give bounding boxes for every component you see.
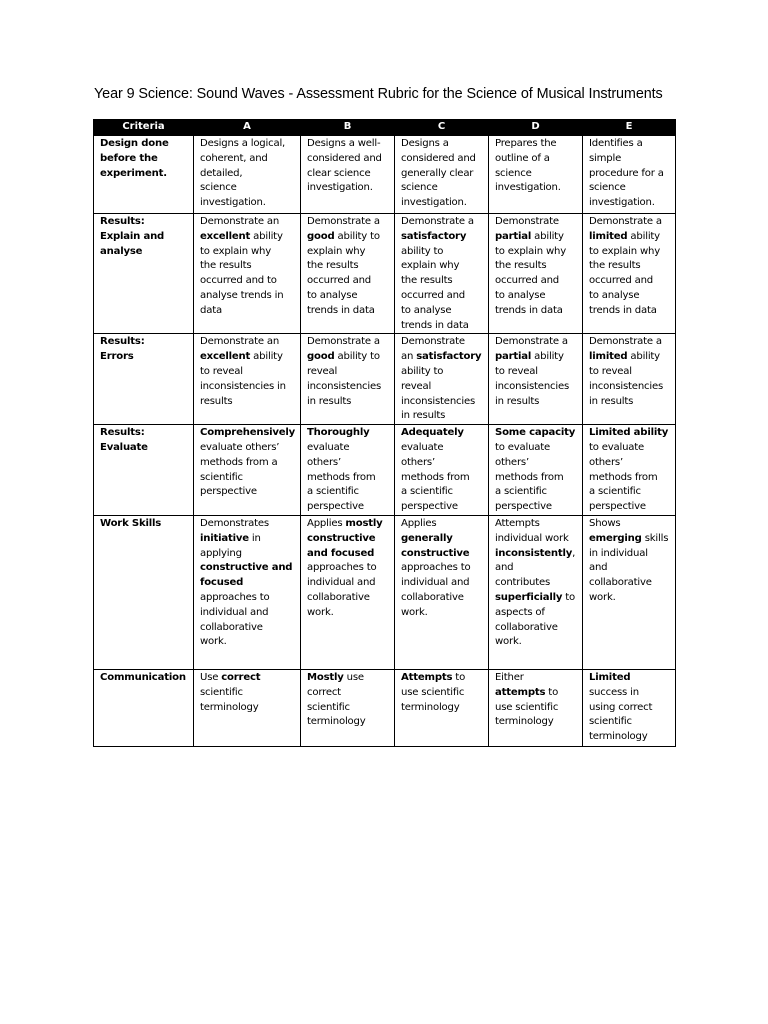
rubric-row bbox=[94, 425, 676, 516]
descriptor-line: analyse trends in bbox=[200, 289, 284, 301]
descriptor-line: methods from a bbox=[200, 456, 278, 468]
grade-c-cell bbox=[395, 334, 489, 425]
descriptor-line: Applies bbox=[401, 517, 437, 529]
descriptor-line: in results bbox=[401, 410, 446, 422]
descriptor-line: perspective bbox=[200, 486, 257, 498]
grade-c-cell bbox=[395, 214, 489, 334]
descriptor-line: to analyse bbox=[495, 289, 546, 301]
criteria-cell bbox=[94, 669, 194, 746]
grade-e-cell bbox=[583, 214, 676, 334]
descriptor-line bbox=[307, 547, 389, 562]
descriptor-line: in results bbox=[495, 395, 540, 407]
grade-d-cell bbox=[489, 425, 583, 516]
descriptor-line: attempts to bbox=[495, 686, 559, 698]
descriptor-line: in results bbox=[307, 395, 352, 407]
descriptor-line: in individual bbox=[589, 547, 648, 559]
emphasis-text: Attempts bbox=[401, 671, 453, 683]
emphasis-text: inconsistently bbox=[495, 547, 573, 559]
descriptor-line bbox=[200, 561, 295, 576]
descriptor-line: scientific bbox=[200, 471, 243, 483]
descriptor-line: good ability to bbox=[307, 230, 380, 242]
descriptor-line: trends in data bbox=[401, 319, 469, 331]
descriptor-line bbox=[401, 547, 483, 562]
descriptor-line: data bbox=[200, 304, 222, 316]
descriptor-line: explain why bbox=[307, 245, 366, 257]
rubric-row bbox=[94, 669, 676, 746]
header-grade-a: A bbox=[194, 120, 301, 136]
emphasis-text: good bbox=[307, 230, 335, 242]
descriptor-line: terminology bbox=[200, 701, 259, 713]
descriptor-line: coherent, and bbox=[200, 152, 268, 164]
descriptor-line: Demonstrates bbox=[200, 517, 269, 529]
grade-d-cell bbox=[489, 515, 583, 669]
descriptor-line: scientific bbox=[200, 686, 243, 698]
descriptor-line: Demonstrate an bbox=[200, 336, 280, 348]
descriptor-line: Demonstrate a bbox=[307, 336, 380, 348]
descriptor-line: excellent ability bbox=[200, 230, 283, 242]
descriptor-line: terminology bbox=[495, 716, 554, 728]
descriptor-line: methods from bbox=[589, 471, 658, 483]
criteria-label: Explain and bbox=[100, 230, 165, 242]
emphasis-text: limited bbox=[589, 351, 628, 363]
descriptor-line: the results bbox=[307, 260, 359, 272]
descriptor-line: terminology bbox=[401, 701, 460, 713]
descriptor-line: Demonstrate an bbox=[200, 216, 280, 227]
descriptor-line: scientific bbox=[589, 716, 632, 728]
rubric-row bbox=[94, 334, 676, 425]
descriptor-line: investigation. bbox=[307, 182, 373, 194]
header-row bbox=[94, 120, 676, 136]
descriptor-line: Attempts bbox=[495, 517, 540, 529]
descriptor-line: to explain why bbox=[495, 245, 566, 257]
emphasis-text: Limited ability bbox=[589, 427, 669, 439]
descriptor-line: collaborative bbox=[495, 621, 558, 633]
descriptor-line: a scientific bbox=[495, 486, 547, 498]
emphasis-text: attempts bbox=[495, 686, 546, 698]
descriptor-line: Demonstrate a bbox=[401, 216, 474, 227]
descriptor-line bbox=[401, 426, 483, 441]
descriptor-line bbox=[200, 426, 295, 441]
descriptor-line: science bbox=[495, 167, 532, 179]
descriptor-line: perspective bbox=[307, 501, 364, 513]
descriptor-line: to explain why bbox=[200, 245, 271, 257]
descriptor-line: ability to bbox=[401, 365, 444, 377]
grade-a-cell bbox=[194, 425, 301, 516]
document-title: Year 9 Science: Sound Waves - Assessment Rubric for the Science of Musical Instruments bbox=[94, 86, 663, 102]
descriptor-line: to reveal bbox=[495, 365, 538, 377]
rubric-row bbox=[94, 214, 676, 334]
descriptor-line: partial ability bbox=[495, 351, 564, 363]
header-grade-c: C bbox=[395, 120, 489, 136]
grade-d-cell bbox=[489, 334, 583, 425]
descriptor-line: initiative in bbox=[200, 532, 261, 544]
emphasis-text: Some capacity bbox=[495, 427, 576, 439]
descriptor-line: considered and bbox=[401, 152, 476, 164]
descriptor-line: a scientific bbox=[589, 486, 641, 498]
descriptor-line: to analyse bbox=[401, 304, 452, 316]
descriptor-line: Applies mostly bbox=[307, 517, 383, 529]
descriptor-line: work. bbox=[495, 636, 522, 648]
descriptor-line: Attempts to bbox=[401, 671, 466, 683]
header-grade-e: E bbox=[583, 120, 676, 136]
descriptor-line: occurred and bbox=[307, 275, 371, 287]
descriptor-line bbox=[401, 230, 483, 245]
header-criteria: Criteria bbox=[94, 120, 194, 136]
criteria-cell bbox=[94, 515, 194, 669]
descriptor-line: Demonstrate a bbox=[589, 336, 662, 348]
descriptor-line: methods from bbox=[307, 471, 376, 483]
grade-d-cell bbox=[489, 136, 583, 214]
descriptor-line: Demonstrate bbox=[401, 336, 465, 348]
descriptor-line: aspects of bbox=[495, 606, 545, 618]
descriptor-line: Use correct bbox=[200, 671, 261, 683]
criteria-cell bbox=[94, 425, 194, 516]
descriptor-line: the results bbox=[200, 260, 252, 272]
grade-e-cell bbox=[583, 136, 676, 214]
descriptor-line bbox=[589, 426, 670, 441]
descriptor-line bbox=[307, 426, 389, 441]
descriptor-line: collaborative bbox=[307, 591, 370, 603]
emphasis-text: Adequately bbox=[401, 427, 464, 439]
descriptor-line: inconsistencies bbox=[495, 380, 570, 392]
descriptor-line: occurred and bbox=[401, 289, 465, 301]
descriptor-line: limited ability bbox=[589, 351, 660, 363]
descriptor-line: individual and bbox=[200, 606, 269, 618]
grade-b-cell bbox=[301, 515, 395, 669]
grade-e-cell bbox=[583, 515, 676, 669]
emphasis-text: constructive bbox=[401, 547, 470, 559]
descriptor-line: others’ bbox=[495, 456, 529, 468]
descriptor-line: others’ bbox=[307, 456, 341, 468]
criteria-label: Work Skills bbox=[100, 517, 162, 529]
descriptor-line: Designs a logical, bbox=[200, 138, 286, 149]
grade-e-cell bbox=[583, 425, 676, 516]
criteria-cell bbox=[94, 214, 194, 334]
descriptor-line: explain why bbox=[401, 260, 460, 272]
descriptor-line: Prepares the bbox=[495, 138, 557, 149]
descriptor-line: work. bbox=[307, 606, 334, 618]
emphasis-text: constructive bbox=[307, 532, 376, 544]
descriptor-line: outline of a bbox=[495, 152, 550, 164]
descriptor-line: limited ability bbox=[589, 230, 660, 242]
descriptor-line: collaborative bbox=[200, 621, 263, 633]
descriptor-line: results bbox=[200, 395, 233, 407]
descriptor-line: trends in data bbox=[495, 304, 563, 316]
criteria-cell bbox=[94, 334, 194, 425]
descriptor-line: terminology bbox=[307, 716, 366, 728]
descriptor-line: use scientific bbox=[495, 701, 559, 713]
emphasis-text: satisfactory bbox=[401, 230, 467, 242]
descriptor-line: to explain why bbox=[589, 245, 660, 257]
emphasis-text: emerging bbox=[589, 532, 642, 544]
descriptor-line: Demonstrate a bbox=[307, 216, 380, 227]
descriptor-line: work. bbox=[589, 591, 616, 603]
grade-b-cell bbox=[301, 334, 395, 425]
descriptor-line: inconsistencies bbox=[307, 380, 382, 392]
descriptor-line: reveal bbox=[401, 380, 432, 392]
descriptor-line: approaches to bbox=[200, 591, 270, 603]
descriptor-line: the results bbox=[589, 260, 641, 272]
descriptor-line: to evaluate bbox=[495, 441, 551, 453]
descriptor-line: detailed, bbox=[200, 167, 243, 179]
descriptor-line: using correct bbox=[589, 701, 653, 713]
emphasis-text: partial bbox=[495, 351, 532, 363]
criteria-label: Results: bbox=[100, 427, 145, 439]
emphasis-text: initiative bbox=[200, 532, 249, 544]
emphasis-text: Mostly bbox=[307, 671, 344, 683]
descriptor-line bbox=[495, 426, 577, 441]
descriptor-line: emerging skills bbox=[589, 532, 669, 544]
descriptor-line: work. bbox=[401, 606, 428, 618]
grade-e-cell bbox=[583, 669, 676, 746]
descriptor-line: investigation. bbox=[589, 197, 655, 209]
descriptor-line: and bbox=[589, 562, 608, 574]
descriptor-line: investigation. bbox=[401, 197, 467, 209]
descriptor-line: science bbox=[401, 182, 438, 194]
descriptor-line: clear science bbox=[307, 167, 371, 179]
descriptor-line: collaborative bbox=[589, 577, 652, 589]
descriptor-line: Shows bbox=[589, 517, 621, 529]
rubric-row bbox=[94, 136, 676, 214]
descriptor-line: Demonstrate bbox=[495, 216, 559, 227]
descriptor-line: trends in data bbox=[307, 304, 375, 316]
descriptor-line: science bbox=[589, 182, 626, 194]
grade-d-cell bbox=[489, 669, 583, 746]
criteria-label: Errors bbox=[100, 351, 134, 363]
descriptor-line: to evaluate bbox=[589, 441, 645, 453]
descriptor-line: the results bbox=[401, 275, 453, 287]
descriptor-line: perspective bbox=[401, 501, 458, 513]
emphasis-text: limited bbox=[589, 230, 628, 242]
descriptor-line: inconsistencies in bbox=[200, 380, 286, 392]
descriptor-line: approaches to bbox=[401, 562, 471, 574]
descriptor-line: and bbox=[495, 562, 514, 574]
descriptor-line: inconsistencies bbox=[589, 380, 664, 392]
descriptor-line: to analyse bbox=[589, 289, 640, 301]
descriptor-line: terminology bbox=[589, 731, 648, 743]
descriptor-line: in results bbox=[589, 395, 634, 407]
descriptor-line: trends in data bbox=[589, 304, 657, 316]
header-grade-b: B bbox=[301, 120, 395, 136]
descriptor-line: others’ bbox=[589, 456, 623, 468]
descriptor-line: Mostly use bbox=[307, 671, 364, 683]
descriptor-line: inconsistently, bbox=[495, 547, 576, 559]
grade-a-cell bbox=[194, 515, 301, 669]
descriptor-line: simple bbox=[589, 152, 622, 164]
descriptor-line: individual and bbox=[401, 577, 470, 589]
descriptor-line: to reveal bbox=[200, 365, 243, 377]
emphasis-text: excellent bbox=[200, 230, 251, 242]
descriptor-line: partial ability bbox=[495, 230, 564, 242]
descriptor-line bbox=[200, 576, 295, 591]
grade-c-cell bbox=[395, 136, 489, 214]
descriptor-line bbox=[307, 532, 389, 547]
descriptor-line: ability to bbox=[401, 245, 444, 257]
descriptor-line: methods from bbox=[401, 471, 470, 483]
descriptor-line: success in bbox=[589, 686, 639, 698]
descriptor-line: others’ bbox=[401, 456, 435, 468]
emphasis-text: correct bbox=[221, 671, 261, 683]
grade-a-cell bbox=[194, 669, 301, 746]
header-grade-d: D bbox=[489, 120, 583, 136]
descriptor-line: individual and bbox=[307, 577, 376, 589]
grade-b-cell bbox=[301, 136, 395, 214]
descriptor-line: correct bbox=[307, 686, 341, 698]
descriptor-line: occurred and bbox=[589, 275, 653, 287]
emphasis-text: focused bbox=[200, 577, 244, 589]
descriptor-line: applying bbox=[200, 547, 242, 559]
descriptor-line: superficially to bbox=[495, 591, 575, 603]
descriptor-line: scientific bbox=[307, 701, 350, 713]
grade-b-cell bbox=[301, 425, 395, 516]
descriptor-line: science bbox=[200, 182, 237, 194]
emphasis-text: and focused bbox=[307, 547, 375, 559]
criteria-label: Results: bbox=[100, 216, 145, 227]
criteria-label: experiment. bbox=[100, 167, 167, 179]
descriptor-line: Designs a bbox=[401, 138, 449, 149]
descriptor-line: an satisfactory bbox=[401, 351, 482, 363]
descriptor-line: individual work bbox=[495, 532, 569, 544]
descriptor-line: evaluate others’ bbox=[200, 441, 280, 453]
emphasis-text: good bbox=[307, 351, 335, 363]
descriptor-line: inconsistencies bbox=[401, 395, 476, 407]
descriptor-line bbox=[589, 671, 670, 686]
grade-c-cell bbox=[395, 425, 489, 516]
descriptor-line: to analyse bbox=[307, 289, 358, 301]
descriptor-line: collaborative bbox=[401, 591, 464, 603]
rubric-row bbox=[94, 515, 676, 669]
grade-a-cell bbox=[194, 214, 301, 334]
emphasis-text: generally bbox=[401, 532, 453, 544]
descriptor-line: methods from bbox=[495, 471, 564, 483]
descriptor-line: evaluate bbox=[307, 441, 350, 453]
criteria-label: analyse bbox=[100, 245, 143, 257]
emphasis-text: partial bbox=[495, 230, 532, 242]
criteria-label: before the bbox=[100, 152, 158, 164]
descriptor-line: Either bbox=[495, 671, 524, 683]
criteria-label: Communication bbox=[100, 671, 186, 683]
descriptor-line: Demonstrate a bbox=[495, 336, 568, 348]
emphasis-text: mostly bbox=[345, 517, 383, 529]
descriptor-line: the results bbox=[495, 260, 547, 272]
descriptor-line: use scientific bbox=[401, 686, 465, 698]
emphasis-text: Thoroughly bbox=[307, 427, 370, 439]
emphasis-text: constructive and bbox=[200, 562, 293, 574]
descriptor-line: investigation. bbox=[200, 197, 266, 209]
grade-c-cell bbox=[395, 669, 489, 746]
grade-a-cell bbox=[194, 334, 301, 425]
descriptor-line: contributes bbox=[495, 577, 551, 589]
descriptor-line bbox=[401, 532, 483, 547]
criteria-label: Evaluate bbox=[100, 441, 148, 453]
descriptor-line: Identifies a bbox=[589, 138, 643, 149]
descriptor-line: excellent ability bbox=[200, 351, 283, 363]
descriptor-line: occurred and to bbox=[200, 275, 277, 287]
grade-c-cell bbox=[395, 515, 489, 669]
descriptor-line: considered and bbox=[307, 152, 382, 164]
criteria-cell bbox=[94, 136, 194, 214]
descriptor-line: to reveal bbox=[589, 365, 632, 377]
descriptor-line: investigation. bbox=[495, 182, 561, 194]
descriptor-line: Demonstrate a bbox=[589, 216, 662, 227]
assessment-rubric-table bbox=[93, 119, 676, 747]
descriptor-line: occurred and bbox=[495, 275, 559, 287]
descriptor-line: a scientific bbox=[307, 486, 359, 498]
emphasis-text: satisfactory bbox=[416, 351, 482, 363]
descriptor-line: generally clear bbox=[401, 167, 474, 179]
descriptor-line: a scientific bbox=[401, 486, 453, 498]
emphasis-text: superficially bbox=[495, 591, 563, 603]
grade-b-cell bbox=[301, 214, 395, 334]
emphasis-text: Limited bbox=[589, 671, 631, 683]
emphasis-text: Comprehensively bbox=[200, 427, 296, 439]
criteria-label: Results: bbox=[100, 336, 145, 348]
emphasis-text: excellent bbox=[200, 351, 251, 363]
grade-e-cell bbox=[583, 334, 676, 425]
grade-b-cell bbox=[301, 669, 395, 746]
descriptor-line: reveal bbox=[307, 365, 338, 377]
descriptor-line: perspective bbox=[495, 501, 552, 513]
descriptor-line: evaluate bbox=[401, 441, 444, 453]
descriptor-line: Designs a well- bbox=[307, 138, 381, 149]
criteria-label: Design done bbox=[100, 138, 169, 149]
descriptor-line: good ability to bbox=[307, 351, 380, 363]
grade-a-cell bbox=[194, 136, 301, 214]
descriptor-line: work. bbox=[200, 636, 227, 648]
descriptor-line: procedure for a bbox=[589, 167, 664, 179]
descriptor-line: approaches to bbox=[307, 562, 377, 574]
grade-d-cell bbox=[489, 214, 583, 334]
descriptor-line: perspective bbox=[589, 501, 646, 513]
